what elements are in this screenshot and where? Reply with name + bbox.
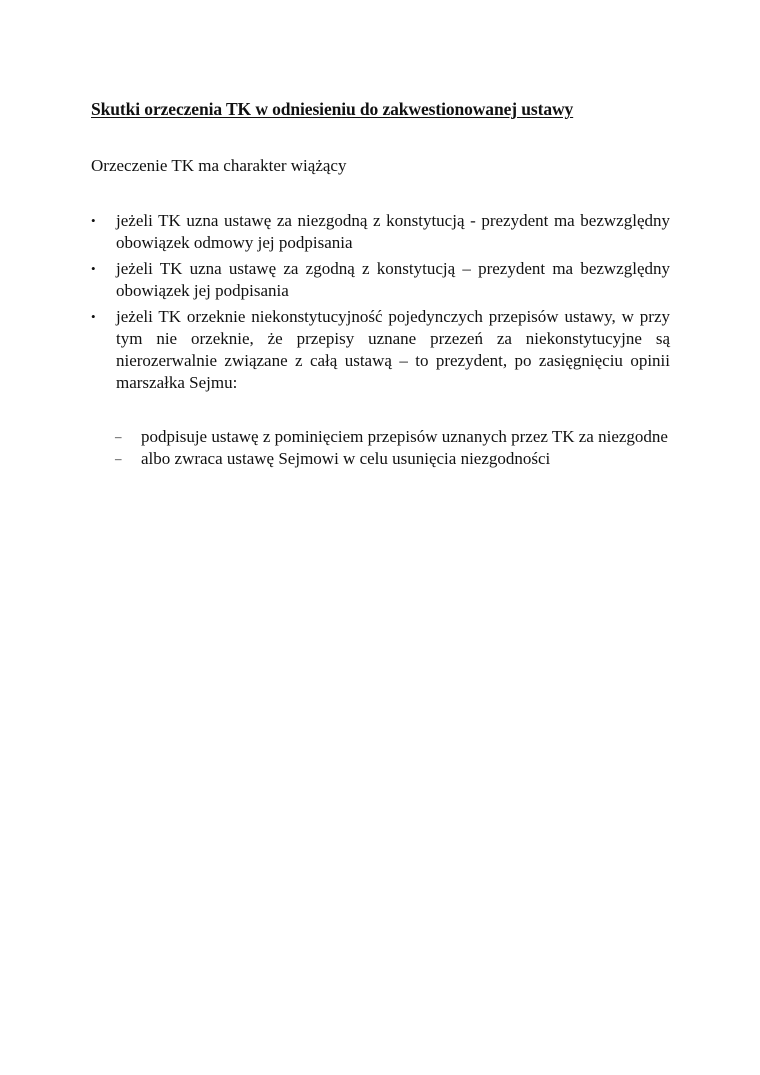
dash-icon: – [115,429,122,444]
list-item-text: jeżeli TK uzna ustawę za niezgodną z konstytucją - prezydent ma bezwzględny obowiązek odmowy jej podpisania [116,211,670,252]
bullet-icon: • [91,309,96,324]
list-item [91,210,670,254]
intro-paragraph: Orzeczenie TK ma charakter wiążący [91,156,347,175]
bullet-list [91,210,670,398]
sub-list [115,426,670,470]
list-item [91,258,670,302]
sub-list-item-text: podpisuje ustawę z pominięciem przepisów uznanych przez TK za niezgodne [141,427,668,446]
list-item [91,306,670,394]
document-title: Skutki orzeczenia TK w odniesieniu do zakwestionowanej ustawy [91,99,574,119]
sub-list-item [115,448,670,470]
sub-list-item [115,426,670,448]
bullet-icon: • [91,213,96,228]
bullet-icon: • [91,261,96,276]
sub-list-item-text: albo zwraca ustawę Sejmowi w celu usunięcia niezgodności [141,449,551,468]
list-item-text: jeżeli TK uzna ustawę za zgodną z konstytucją – prezydent ma bezwzględny obowiązek jej podpisania [116,259,670,300]
list-item-text: jeżeli TK orzeknie niekonstytucyjność pojedynczych przepisów ustawy, w przy tym nie orzeknie, że przepisy uznane przezeń za niekonstytucyjne są nierozerwalnie związane z całą ustawą – to prezydent, po zasięgnięciu opinii marszałka Sejmu: [116,307,670,392]
dash-icon: – [115,451,122,466]
